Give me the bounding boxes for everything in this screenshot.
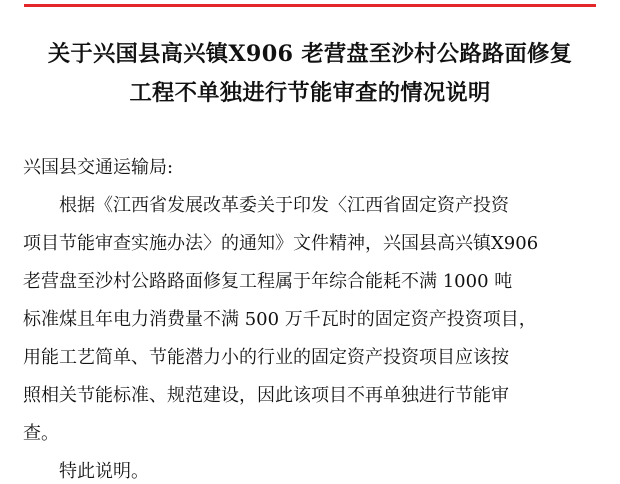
body-paragraph-line-1: 根据《江西省发展改革委关于印发〈江西省固定资产投资 [59, 195, 509, 216]
body-paragraph-line-5: 用能工艺简单、节能潜力小的行业的固定资产投资项目应该按 [23, 347, 509, 368]
body-paragraph-line-7: 查。 [23, 423, 59, 444]
body-paragraph-line-2: 项目节能审查实施办法〉的通知》文件精神，兴国县高兴镇X906 [23, 233, 539, 254]
document-title-line-1: 关于兴国县高兴镇X906 老营盘至沙村公路路面修复 [47, 41, 573, 67]
salutation: 兴国县交通运输局: [23, 157, 174, 178]
body-paragraph-line-4: 标准煤且年电力消费量不满 500 万千瓦时的固定资产投资项目， [23, 309, 537, 330]
body-paragraph-line-6: 照相关节能标准、规范建设，因此该项目不再单独进行节能审 [23, 385, 509, 406]
header-red-rule [24, 4, 596, 7]
document-title-line-2: 工程不单独进行节能审查的情况说明 [129, 80, 491, 106]
closing-statement: 特此说明。 [59, 461, 149, 482]
body-paragraph-line-3: 老营盘至沙村公路路面修复工程属于年综合能耗不满 1000 吨 [23, 271, 513, 292]
